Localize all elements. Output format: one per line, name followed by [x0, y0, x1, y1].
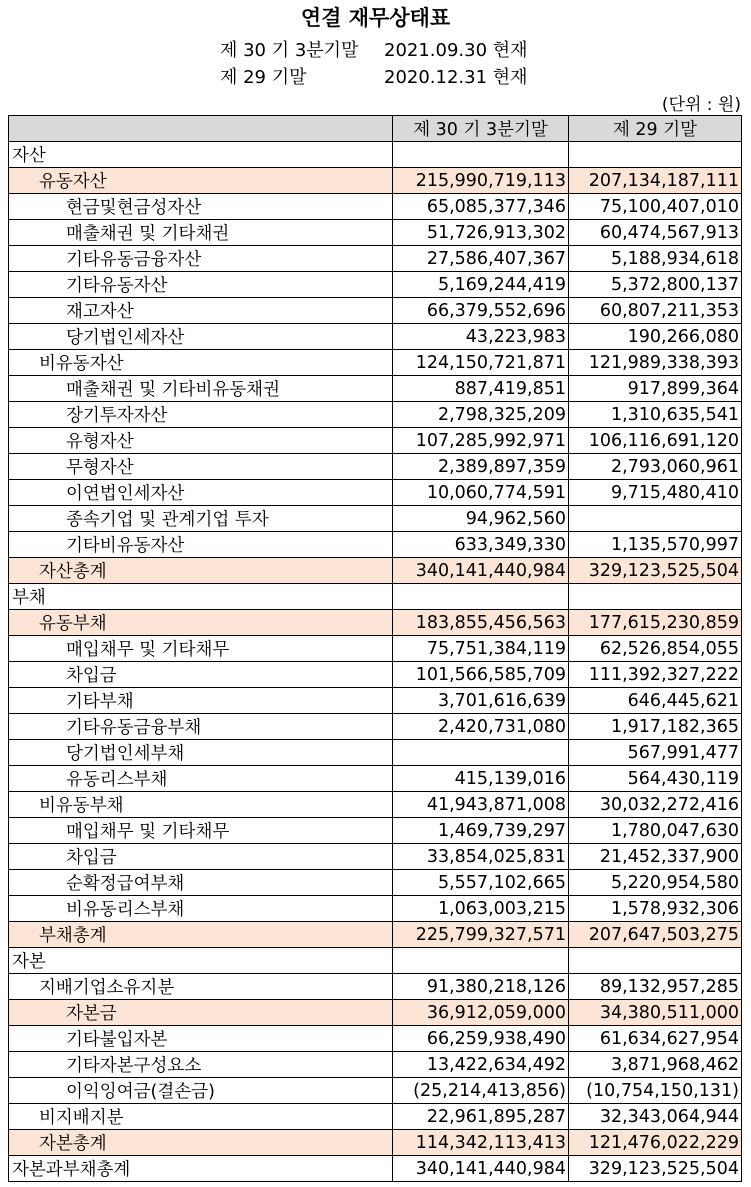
prior-period-value: 21,452,337,900: [569, 844, 742, 870]
table-row: [9, 1052, 742, 1078]
account-label: 기타유동금융자산: [9, 246, 393, 272]
table-row: [9, 662, 742, 688]
current-period-value: 2,389,897,359: [393, 454, 569, 480]
prior-period-value: 567,991,477: [569, 740, 742, 766]
table-row: [9, 298, 742, 324]
account-label: 자본금: [9, 1000, 393, 1026]
period-current-date: 2021.09.30 현재: [384, 40, 528, 61]
table-row: [9, 974, 742, 1000]
current-period-value: 340,141,440,984: [393, 1156, 569, 1182]
current-period-value: 65,085,377,346: [393, 194, 569, 220]
table-row: [9, 1000, 742, 1026]
current-period-value: 225,799,327,571: [393, 922, 569, 948]
table-row: [9, 792, 742, 818]
current-period-value: 66,379,552,696: [393, 298, 569, 324]
prior-period-value: 917,899,364: [569, 376, 742, 402]
table-row: [9, 194, 742, 220]
table-row: [9, 1130, 742, 1156]
table-row: [9, 922, 742, 948]
current-period-value: 43,223,983: [393, 324, 569, 350]
prior-period-value: [569, 584, 742, 610]
prior-period-value: 5,188,934,618: [569, 246, 742, 272]
current-period-value: 1,063,003,215: [393, 896, 569, 922]
prior-period-value: 121,476,022,229: [569, 1130, 742, 1156]
account-label: 기타비유동자산: [9, 532, 393, 558]
table-row: [9, 142, 742, 168]
account-label: 차입금: [9, 662, 393, 688]
account-label: 부채: [9, 584, 393, 610]
prior-period-value: 111,392,327,222: [569, 662, 742, 688]
current-period-value: 887,419,851: [393, 376, 569, 402]
column-header-account: [9, 116, 393, 142]
table-row: [9, 428, 742, 454]
prior-period-value: 34,380,511,000: [569, 1000, 742, 1026]
account-label: 자본총계: [9, 1130, 393, 1156]
prior-period-value: 106,116,691,120: [569, 428, 742, 454]
prior-period-value: 1,780,047,630: [569, 818, 742, 844]
current-period-value: [393, 948, 569, 974]
current-period-value: 36,912,059,000: [393, 1000, 569, 1026]
table-row: [9, 350, 742, 376]
current-period-value: [393, 584, 569, 610]
table-row: [9, 272, 742, 298]
table-row: [9, 948, 742, 974]
prior-period-value: 1,578,932,306: [569, 896, 742, 922]
current-period-value: 124,150,721,871: [393, 350, 569, 376]
table-row: [9, 1026, 742, 1052]
column-header-current: 제 30 기 3분기말: [393, 116, 569, 142]
prior-period-value: 564,430,119: [569, 766, 742, 792]
account-label: 차입금: [9, 844, 393, 870]
account-label: 부채총계: [9, 922, 393, 948]
account-label: 유동자산: [9, 168, 393, 194]
table-row: [9, 220, 742, 246]
account-label: 장기투자자산: [9, 402, 393, 428]
account-label: 재고자산: [9, 298, 393, 324]
current-period-value: 183,855,456,563: [393, 610, 569, 636]
prior-period-value: 190,266,080: [569, 324, 742, 350]
prior-period-value: 329,123,525,504: [569, 1156, 742, 1182]
account-label: 종속기업 및 관계기업 투자: [9, 506, 393, 532]
prior-period-value: 5,220,954,580: [569, 870, 742, 896]
table-row: [9, 324, 742, 350]
table-row: [9, 636, 742, 662]
account-label: 매입채무 및 기타채무: [9, 636, 393, 662]
account-label: 매입채무 및 기타채무: [9, 818, 393, 844]
account-label: 매출채권 및 기타비유동채권: [9, 376, 393, 402]
account-label: 기타유동금융부채: [9, 714, 393, 740]
account-label: 당기법인세부채: [9, 740, 393, 766]
table-row: [9, 818, 742, 844]
account-label: 당기법인세자산: [9, 324, 393, 350]
current-period-value: 107,285,992,971: [393, 428, 569, 454]
table-row: [9, 1156, 742, 1182]
account-label: 기타유동자산: [9, 272, 393, 298]
table-row: [9, 506, 742, 532]
account-label: 기타자본구성요소: [9, 1052, 393, 1078]
table-row: [9, 714, 742, 740]
table-row: [9, 558, 742, 584]
current-period-value: 66,259,938,490: [393, 1026, 569, 1052]
current-period-value: 633,349,330: [393, 532, 569, 558]
prior-period-value: 646,445,621: [569, 688, 742, 714]
page-title: 연결 재무상태표: [300, 6, 451, 30]
prior-period-value: 60,807,211,353: [569, 298, 742, 324]
account-label: 비유동리스부채: [9, 896, 393, 922]
current-period-value: 75,751,384,119: [393, 636, 569, 662]
prior-period-value: 1,917,182,365: [569, 714, 742, 740]
column-header-prior: 제 29 기말: [569, 116, 742, 142]
account-label: 현금및현금성자산: [9, 194, 393, 220]
prior-period-value: 1,135,570,997: [569, 532, 742, 558]
current-period-value: 2,420,731,080: [393, 714, 569, 740]
current-period-value: 91,380,218,126: [393, 974, 569, 1000]
table-row: [9, 532, 742, 558]
table-row: [9, 896, 742, 922]
current-period-value: 13,422,634,492: [393, 1052, 569, 1078]
prior-period-value: 61,634,627,954: [569, 1026, 742, 1052]
current-period-value: 3,701,616,639: [393, 688, 569, 714]
table-row: [9, 454, 742, 480]
table-row: [9, 376, 742, 402]
period-prior-label: 제 29 기말: [220, 67, 307, 88]
table-row: [9, 246, 742, 272]
current-period-value: 33,854,025,831: [393, 844, 569, 870]
current-period-value: 114,342,113,413: [393, 1130, 569, 1156]
account-label: 기타부채: [9, 688, 393, 714]
current-period-value: 10,060,774,591: [393, 480, 569, 506]
prior-period-value: (10,754,150,131): [569, 1078, 742, 1104]
table-row: [9, 402, 742, 428]
period-current-label: 제 30 기 3분기말: [220, 40, 359, 61]
prior-period-value: [569, 948, 742, 974]
current-period-value: 215,990,719,113: [393, 168, 569, 194]
prior-period-value: 2,793,060,961: [569, 454, 742, 480]
table-row: [9, 844, 742, 870]
prior-period-value: 3,871,968,462: [569, 1052, 742, 1078]
account-label: 유동리스부채: [9, 766, 393, 792]
account-label: 지배기업소유지분: [9, 974, 393, 1000]
account-label: 비유동자산: [9, 350, 393, 376]
current-period-value: 415,139,016: [393, 766, 569, 792]
table-row: [9, 688, 742, 714]
prior-period-value: 89,132,957,285: [569, 974, 742, 1000]
unit-label: (단위 : 원): [661, 95, 741, 115]
table-row: [9, 766, 742, 792]
table-header-row: [9, 116, 742, 142]
table-row: [9, 480, 742, 506]
prior-period-value: 32,343,064,944: [569, 1104, 742, 1130]
current-period-value: 41,943,871,008: [393, 792, 569, 818]
account-label: 이익잉여금(결손금): [9, 1078, 393, 1104]
current-period-value: 22,961,895,287: [393, 1104, 569, 1130]
balance-sheet-table: [8, 115, 742, 1182]
table-row: [9, 740, 742, 766]
current-period-value: [393, 740, 569, 766]
period-prior-date: 2020.12.31 현재: [384, 67, 528, 88]
prior-period-value: 30,032,272,416: [569, 792, 742, 818]
account-label: 유형자산: [9, 428, 393, 454]
account-label: 비지배지분: [9, 1104, 393, 1130]
table-row: [9, 870, 742, 896]
table-row: [9, 610, 742, 636]
prior-period-value: [569, 142, 742, 168]
account-label: 비유동부채: [9, 792, 393, 818]
current-period-value: 2,798,325,209: [393, 402, 569, 428]
table-row: [9, 168, 742, 194]
current-period-value: 27,586,407,367: [393, 246, 569, 272]
current-period-value: 1,469,739,297: [393, 818, 569, 844]
current-period-value: 340,141,440,984: [393, 558, 569, 584]
prior-period-value: 75,100,407,010: [569, 194, 742, 220]
account-label: 이연법인세자산: [9, 480, 393, 506]
current-period-value: 5,557,102,665: [393, 870, 569, 896]
account-label: 기타불입자본: [9, 1026, 393, 1052]
account-label: 매출채권 및 기타채권: [9, 220, 393, 246]
prior-period-value: 177,615,230,859: [569, 610, 742, 636]
account-label: 무형자산: [9, 454, 393, 480]
prior-period-value: 121,989,338,393: [569, 350, 742, 376]
prior-period-value: 62,526,854,055: [569, 636, 742, 662]
table-row: [9, 1104, 742, 1130]
current-period-value: [393, 142, 569, 168]
prior-period-value: 5,372,800,137: [569, 272, 742, 298]
account-label: 자본과부채총계: [9, 1156, 393, 1182]
current-period-value: 5,169,244,419: [393, 272, 569, 298]
prior-period-value: 9,715,480,410: [569, 480, 742, 506]
table-row: [9, 1078, 742, 1104]
account-label: 자산: [9, 142, 393, 168]
prior-period-value: 207,647,503,275: [569, 922, 742, 948]
current-period-value: 94,962,560: [393, 506, 569, 532]
current-period-value: 51,726,913,302: [393, 220, 569, 246]
prior-period-value: 207,134,187,111: [569, 168, 742, 194]
prior-period-value: 329,123,525,504: [569, 558, 742, 584]
account-label: 자본: [9, 948, 393, 974]
prior-period-value: 1,310,635,541: [569, 402, 742, 428]
prior-period-value: [569, 506, 742, 532]
account-label: 순확정급여부채: [9, 870, 393, 896]
table-row: [9, 584, 742, 610]
current-period-value: 101,566,585,709: [393, 662, 569, 688]
prior-period-value: 60,474,567,913: [569, 220, 742, 246]
account-label: 유동부채: [9, 610, 393, 636]
current-period-value: (25,214,413,856): [393, 1078, 569, 1104]
account-label: 자산총계: [9, 558, 393, 584]
